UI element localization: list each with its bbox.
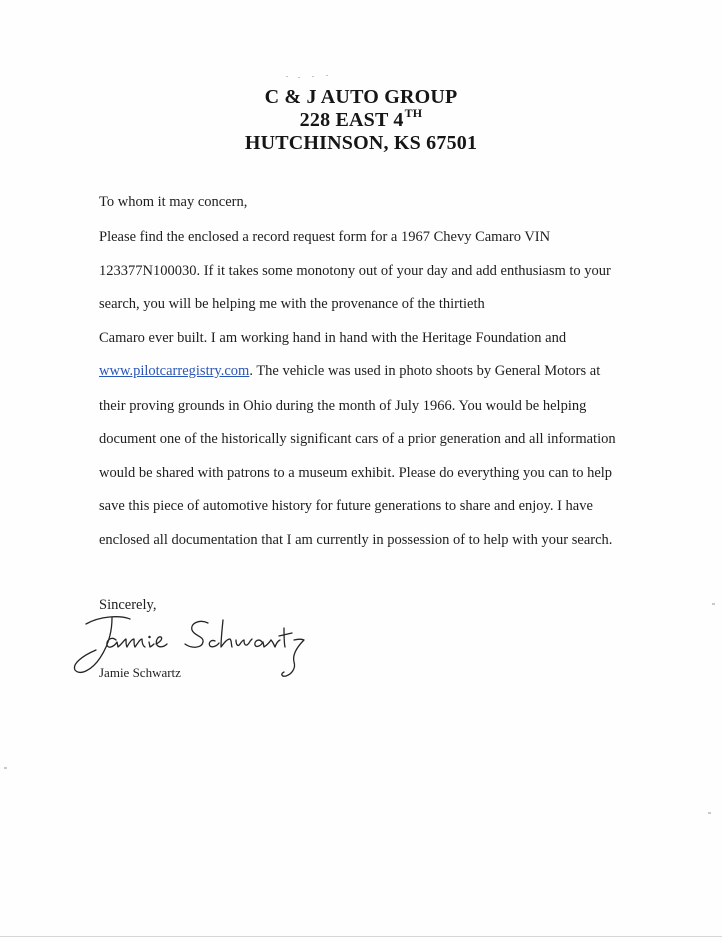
- letterhead: [0, 86, 722, 155]
- body-line: enclosed all documentation that I am currently in possession of to help with your search.: [99, 532, 613, 548]
- registry-link[interactable]: www.pilotcarregistry.com: [99, 363, 250, 379]
- scan-mark: [4, 767, 7, 769]
- street-text: 228 EAST 4: [299, 109, 404, 131]
- body-line: document one of the historically significant cars of a prior generation and all information: [99, 431, 616, 447]
- salutation: To whom it may concern,: [99, 194, 248, 210]
- body-line: Camaro ever built. I am working hand in hand with the Heritage Foundation and: [99, 330, 567, 346]
- body-line-rest: . The vehicle was used in photo shoots by General Motors at: [249, 363, 601, 379]
- body-line: their proving grounds in Ohio during the month of July 1966. You would be helping: [99, 398, 587, 414]
- company-street: [0, 106, 722, 132]
- signer-name: Jamie Schwartz: [99, 665, 181, 680]
- scan-specks: [286, 72, 336, 80]
- body-line: 123377N100030. If it takes some monotony out of your day and add enthusiasm to your: [99, 263, 611, 279]
- scan-edge: [0, 936, 722, 937]
- closing: Sincerely,: [99, 597, 157, 613]
- body-line-with-link: [99, 363, 600, 380]
- body-line: search, you will be helping me with the provenance of the thirtieth: [99, 296, 485, 312]
- body-line: save this piece of automotive history for future generations to share and enjoy. I have: [99, 498, 593, 514]
- scan-mark: [712, 603, 715, 605]
- street-ordinal: TH: [404, 106, 423, 120]
- body-line: would be shared with patrons to a museum exhibit. Please do everything you can to help: [99, 465, 613, 481]
- company-city: HUTCHINSON, KS 67501: [244, 132, 478, 154]
- body-line: Please find the enclosed a record request form for a 1967 Chevy Camaro VIN: [99, 229, 551, 245]
- company-name: C & J AUTO GROUP: [264, 86, 458, 108]
- scan-mark: [708, 812, 711, 814]
